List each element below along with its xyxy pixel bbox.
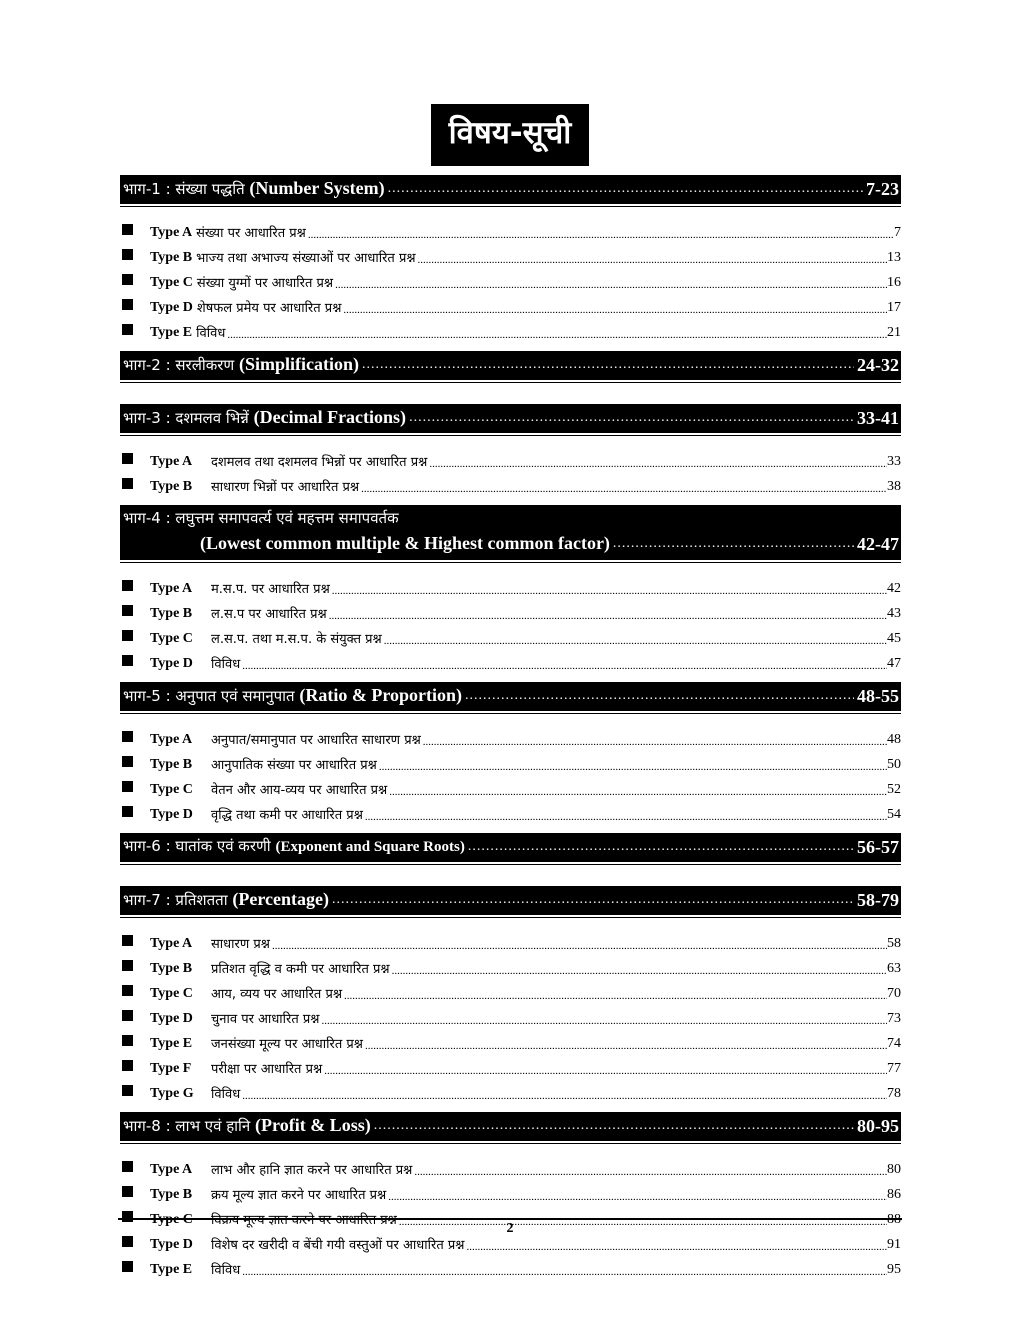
dot-leader [389, 786, 887, 798]
dot-leader [379, 761, 887, 773]
section-heading-3[interactable] [120, 404, 901, 433]
item-page: 54 [887, 807, 901, 822]
section-title-english: (Number System) [249, 178, 385, 198]
section-heading-7[interactable] [120, 886, 901, 915]
item-page: 45 [887, 631, 901, 646]
square-bullet-icon [122, 299, 133, 310]
dot-leader [365, 811, 887, 823]
item-type: Type C [150, 986, 193, 1001]
list-item[interactable] [120, 773, 901, 798]
item-type: Type C [150, 275, 193, 290]
dot-leader [388, 1191, 887, 1203]
item-page: 88 [887, 1212, 901, 1227]
dot-leader [332, 585, 887, 597]
square-bullet-icon [122, 1186, 133, 1197]
list-item[interactable] [120, 622, 901, 647]
section-title [123, 177, 385, 200]
square-bullet-icon [122, 655, 133, 666]
item-page: 16 [887, 275, 901, 290]
square-bullet-icon [122, 731, 133, 742]
item-page: 33 [887, 454, 901, 469]
section-pages: 42-47 [857, 534, 899, 554]
item-page: 13 [887, 250, 901, 265]
section-items-4 [120, 572, 901, 672]
dot-leader [409, 407, 854, 429]
section-title [123, 353, 359, 376]
list-item[interactable] [120, 723, 901, 748]
list-item[interactable] [120, 748, 901, 773]
section-title-hindi: भाग-1 : संख्या पद्धति [123, 180, 245, 198]
item-description: संख्या पर आधारित प्रश्न [196, 226, 306, 241]
item-page: 70 [887, 986, 901, 1001]
dot-leader [384, 635, 887, 647]
item-type: Type G [150, 1086, 194, 1101]
item-page: 48 [887, 732, 901, 747]
section-heading-8[interactable] [120, 1112, 901, 1141]
dot-leader [429, 458, 887, 470]
item-description: ल.स.प. तथा म.स.प. के संयुक्त प्रश्न [211, 632, 382, 647]
item-page: 47 [887, 656, 901, 671]
item-page: 52 [887, 782, 901, 797]
item-type: Type D [150, 300, 193, 315]
title-wrapper [0, 104, 1020, 166]
list-item[interactable] [120, 445, 901, 470]
list-item[interactable] [120, 316, 901, 341]
section-heading-1[interactable] [120, 175, 901, 204]
item-type: Type D [150, 656, 193, 671]
item-type: Type C [150, 782, 193, 797]
table-of-contents [120, 175, 901, 1288]
dot-leader [272, 940, 887, 952]
square-bullet-icon [122, 274, 133, 285]
dot-leader [322, 1015, 888, 1027]
item-description: क्रय मूल्य ज्ञात करने पर आधारित प्रश्न [211, 1188, 387, 1203]
item-type: Type D [150, 1011, 193, 1026]
dot-leader [242, 1090, 887, 1102]
item-description: ल.स.प पर आधारित प्रश्न [211, 607, 327, 622]
section-items-5 [120, 723, 901, 823]
square-bullet-icon [122, 453, 133, 464]
section-heading-6[interactable] [120, 833, 901, 862]
list-item[interactable] [120, 1153, 901, 1178]
dot-leader [308, 229, 894, 241]
item-description: लाभ और हानि ज्ञात करने पर आधारित प्रश्न [211, 1163, 413, 1178]
section-title-english: (Simplification) [239, 354, 360, 374]
section-title [123, 684, 462, 707]
item-description: म.स.प. पर आधारित प्रश्न [211, 582, 330, 597]
item-page: 86 [887, 1187, 901, 1202]
item-page: 74 [887, 1036, 901, 1051]
list-item[interactable] [120, 1077, 901, 1102]
square-bullet-icon [122, 1035, 133, 1046]
page-number: 2 [506, 1221, 514, 1236]
list-item[interactable] [120, 1052, 901, 1077]
item-description: चुनाव पर आधारित प्रश्न [211, 1012, 320, 1027]
dot-leader [242, 1266, 887, 1278]
section-pages: 80-95 [857, 1116, 899, 1136]
list-item[interactable] [120, 241, 901, 266]
square-bullet-icon [122, 630, 133, 641]
footer-rule [118, 1218, 902, 1220]
section-title-hindi: भाग-3 : दशमलव भिन्नें [123, 409, 249, 427]
square-bullet-icon [122, 935, 133, 946]
section-heading-4[interactable] [120, 505, 901, 560]
square-bullet-icon [122, 1085, 133, 1096]
list-item[interactable] [120, 572, 901, 597]
section-pages: 48-55 [857, 686, 899, 706]
section-pages: 58-79 [857, 890, 899, 910]
item-description: शेषफल प्रमेय पर आधारित प्रश्न [196, 301, 342, 316]
square-bullet-icon [122, 781, 133, 792]
item-page: 17 [887, 300, 901, 315]
dot-leader [242, 660, 887, 672]
item-description: संख्या युग्मों पर आधारित प्रश्न [196, 276, 334, 291]
square-bullet-icon [122, 1010, 133, 1021]
dot-leader [335, 279, 887, 291]
item-type: Type A [150, 936, 193, 951]
dot-leader [388, 178, 863, 200]
item-page: 58 [887, 936, 901, 951]
section-pages: 24-32 [857, 355, 899, 375]
list-item[interactable] [120, 216, 901, 241]
square-bullet-icon [122, 1261, 133, 1272]
list-item[interactable] [120, 977, 901, 1002]
dot-leader [466, 1241, 887, 1253]
item-description: वृद्धि तथा कमी पर आधारित प्रश्न [211, 808, 363, 823]
section-title-hindi: भाग-2 : सरलीकरण [123, 356, 235, 374]
item-type: Type B [150, 479, 193, 494]
item-type: Type B [150, 606, 193, 621]
section-heading-2[interactable] [120, 351, 901, 380]
dot-leader [374, 1115, 854, 1137]
item-description: आनुपातिक संख्या पर आधारित प्रश्न [211, 758, 377, 773]
item-description: साधारण प्रश्न [211, 937, 270, 952]
section-title-hindi: भाग-5 : अनुपात एवं समानुपात [123, 687, 295, 705]
item-page: 91 [887, 1237, 901, 1252]
list-item[interactable] [120, 1002, 901, 1027]
item-type: Type A [150, 581, 193, 596]
section-title-english: (Ratio & Proportion) [299, 685, 463, 705]
square-bullet-icon [122, 985, 133, 996]
item-type: Type E [150, 1262, 193, 1277]
list-item[interactable] [120, 266, 901, 291]
item-page: 50 [887, 757, 901, 772]
section-title-row [123, 532, 899, 555]
section-title [123, 835, 465, 858]
item-type: Type B [150, 961, 193, 976]
item-type: Type C [150, 1212, 193, 1227]
list-item[interactable] [120, 798, 901, 823]
item-page: 43 [887, 606, 901, 621]
item-page: 80 [887, 1162, 901, 1177]
list-item[interactable] [120, 1178, 901, 1203]
item-description: भाज्य तथा अभाज्य संख्याओं पर आधारित प्रश्न [196, 251, 416, 266]
item-description: परीक्षा पर आधारित प्रश्न [211, 1062, 323, 1077]
item-type: Type A [150, 225, 193, 240]
square-bullet-icon [122, 1161, 133, 1172]
section-title-english: (Percentage) [232, 889, 329, 909]
item-page: 63 [887, 961, 901, 976]
dot-leader [392, 965, 887, 977]
item-page: 95 [887, 1262, 901, 1277]
section-title [123, 888, 329, 911]
item-page: 42 [887, 581, 901, 596]
list-item[interactable] [120, 1253, 901, 1278]
section-items-1 [120, 216, 901, 341]
square-bullet-icon [122, 1060, 133, 1071]
item-type: Type B [150, 757, 193, 772]
item-type: Type C [150, 631, 193, 646]
section-title [200, 532, 610, 555]
section-pages: 7-23 [866, 179, 899, 199]
item-type: Type E [150, 325, 193, 340]
section-title [123, 406, 406, 429]
section-title-english: (Exponent and Square Roots) [275, 839, 465, 855]
square-bullet-icon [122, 224, 133, 235]
section-items-8 [120, 1153, 901, 1278]
item-type: Type D [150, 807, 193, 822]
item-description: विविध [211, 1087, 241, 1102]
spacer [120, 380, 901, 404]
section-heading-5[interactable] [120, 682, 901, 711]
list-item[interactable] [120, 927, 901, 952]
dot-leader [414, 1166, 887, 1178]
section-title-hindi: भाग-4 : लघुत्तम समापवर्त्य एवं महत्तम समापवर्तक [123, 509, 399, 527]
dot-leader [423, 736, 887, 748]
item-description: जनसंख्या मूल्य पर आधारित प्रश्न [211, 1037, 363, 1052]
dot-leader [465, 685, 854, 707]
section-title-english: (Lowest common multiple & Highest common factor) [200, 533, 610, 553]
item-description: प्रतिशत वृद्धि व कमी पर आधारित प्रश्न [211, 962, 390, 977]
square-bullet-icon [122, 478, 133, 489]
list-item[interactable] [120, 291, 901, 316]
item-type: Type B [150, 1187, 193, 1202]
section-items-3 [120, 445, 901, 495]
item-description: दशमलव तथा दशमलव भिन्नों पर आधारित प्रश्न [211, 455, 428, 470]
item-page: 77 [887, 1061, 901, 1076]
dot-leader [329, 610, 887, 622]
dot-leader [418, 254, 887, 266]
section-title-hindi: भाग-7 : प्रतिशतता [123, 891, 228, 909]
item-description: अनुपात/समानुपात पर आधारित साधारण प्रश्न [211, 733, 421, 748]
list-item[interactable] [120, 647, 901, 672]
square-bullet-icon [122, 249, 133, 260]
list-item[interactable] [120, 952, 901, 977]
section-items-7 [120, 927, 901, 1102]
item-description: वेतन और आय-व्यय पर आधारित प्रश्न [211, 783, 388, 798]
section-title-hindi: भाग-6 : घातांक एवं करणी [123, 837, 271, 855]
item-type: Type A [150, 454, 193, 469]
square-bullet-icon [122, 806, 133, 817]
dot-leader [332, 889, 854, 911]
dot-leader [613, 533, 854, 555]
dot-leader [227, 329, 887, 341]
item-page: 7 [894, 225, 901, 240]
dot-leader [344, 990, 887, 1002]
item-page: 21 [887, 325, 901, 340]
item-description: साधारण भिन्नों पर आधारित प्रश्न [211, 480, 360, 495]
dot-leader [361, 483, 887, 495]
item-description: विविध [211, 1263, 241, 1278]
square-bullet-icon [122, 756, 133, 767]
square-bullet-icon [122, 960, 133, 971]
item-description: विक्रय मूल्य ज्ञात करने पर आधारित प्रश्न [211, 1213, 397, 1228]
section-title [123, 1114, 371, 1137]
dot-leader [343, 304, 887, 316]
square-bullet-icon [122, 580, 133, 591]
item-type: Type E [150, 1036, 193, 1051]
list-item[interactable] [120, 1027, 901, 1052]
dot-leader [365, 1040, 887, 1052]
dot-leader [468, 836, 854, 858]
section-pages: 33-41 [857, 408, 899, 428]
section-title-hindi: भाग-8 : लाभ एवं हानि [123, 1117, 251, 1135]
item-type: Type B [150, 250, 193, 265]
item-page: 73 [887, 1011, 901, 1026]
spacer [120, 862, 901, 886]
square-bullet-icon [122, 605, 133, 616]
list-item[interactable] [120, 597, 901, 622]
item-description: विविध [211, 657, 241, 672]
square-bullet-icon [122, 324, 133, 335]
item-description: विशेष दर खरीदी व बेंची गयी वस्तुओं पर आधारित प्रश्न [211, 1238, 465, 1253]
page-title: विषय-सूची [431, 104, 590, 166]
item-type: Type A [150, 1162, 193, 1177]
square-bullet-icon [122, 1236, 133, 1247]
item-type: Type F [150, 1061, 192, 1076]
section-title-english: (Decimal Fractions) [253, 407, 407, 427]
item-page: 78 [887, 1086, 901, 1101]
section-pages: 56-57 [857, 837, 899, 857]
dot-leader [362, 354, 854, 376]
item-type: Type D [150, 1237, 193, 1252]
item-description: विविध [196, 326, 226, 341]
list-item[interactable] [120, 470, 901, 495]
item-type: Type A [150, 732, 193, 747]
dot-leader [324, 1065, 887, 1077]
item-page: 38 [887, 479, 901, 494]
section-title-english: (Profit & Loss) [255, 1115, 371, 1135]
item-description: आय, व्यय पर आधारित प्रश्न [211, 987, 343, 1002]
